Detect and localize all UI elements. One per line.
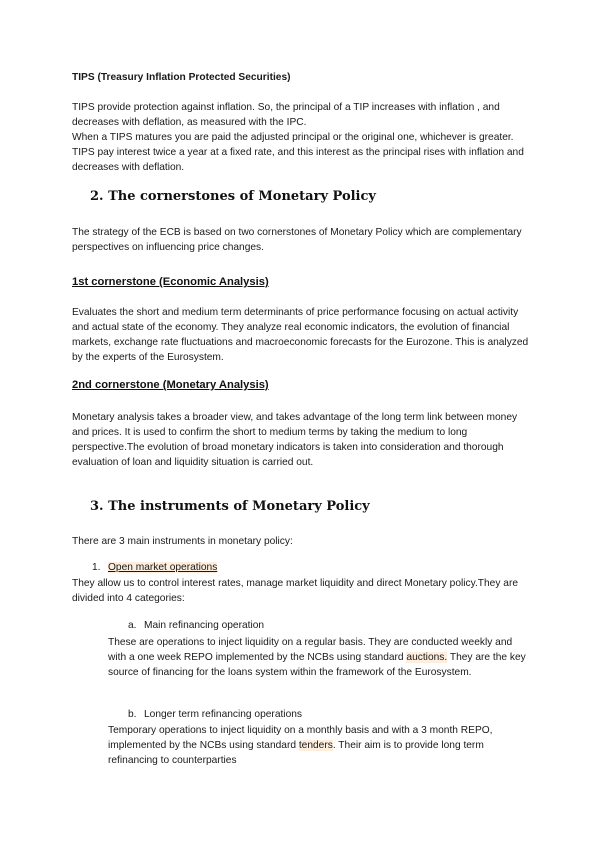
section-3-heading: 3. The instruments of Monetary Policy — [90, 499, 370, 514]
sub-item-a-body-after: They are the key source of financing for the loans system within the framework of the Eurosystem. — [108, 652, 526, 678]
sub-item-b-body-before: Temporary operations to inject liquidity on a monthly basis and with a 3 month REPO, implemented by the NCBs using standard — [108, 725, 493, 751]
second-cornerstone-heading: 2nd cornerstone (Monetary Analysis) — [72, 379, 269, 391]
sub-item-b-highlight: tenders — [298, 740, 333, 751]
list-item-1-label: Open market operations — [108, 562, 218, 573]
list-item-1-body: They allow us to control interest rates, manage market liquidity and direct Monetary policy.They are divided into 4 categories: — [72, 578, 519, 604]
tips-paragraph-2: When a TIPS matures you are paid the adjusted principal or the original one, whichever is greater. TIPS pay interest twice a year at a fixed rate, and this interest as the principal rises with inflation and decreases with deflation. — [72, 132, 524, 173]
sub-item-a-body-before: These are operations to inject liquidity on a regular basis. They are conducted weekly and with a one week REPO implemented by the NCBs using standard — [108, 637, 513, 663]
section-3-intro: There are 3 main instruments in monetary policy: — [72, 536, 293, 547]
tips-title: TIPS (Treasury Inflation Protected Securities) — [72, 72, 291, 83]
first-cornerstone-body: Evaluates the short and medium term determinants of price performance focusing on actual activity and actual state of the economy. They analyze real economic indicators, the evolution of financial markets, exchange rate fluctuations and macroeconomic forecasts for the Eurozone. This is analyzed by the experts of the Eurosystem. — [72, 307, 529, 363]
sub-item-b-body — [108, 723, 528, 768]
sub-item-a-title: Main refinancing operation — [144, 620, 265, 631]
sub-item-a-highlight: auctions. — [406, 652, 448, 663]
sub-item-a-marker: a. — [128, 620, 137, 631]
sub-item-b-body-after: . Their aim is to provide long term refinancing to counterparties — [108, 740, 484, 766]
section-2-intro: The strategy of the ECB is based on two cornerstones of Monetary Policy which are complementary perspectives on influencing price changes. — [72, 227, 522, 253]
section-2-heading: 2. The cornerstones of Monetary Policy — [90, 189, 376, 204]
sub-item-b-title: Longer term refinancing operations — [144, 709, 303, 720]
second-cornerstone-body: Monetary analysis takes a broader view, and takes advantage of the long term link between money and prices. It is used to confirm the short to medium terms by taking the medium to long perspective.The evolution of broad monetary indicators is taken into consideration and thorough evaluation of loan and liquidity situation is carried out. — [72, 412, 518, 468]
sub-item-a-body — [108, 635, 528, 680]
list-item-1-number: 1. — [92, 562, 101, 573]
sub-item-b-marker: b. — [128, 709, 137, 720]
first-cornerstone-heading: 1st cornerstone (Economic Analysis) — [72, 276, 269, 288]
tips-paragraph-1: TIPS provide protection against inflation. So, the principal of a TIP increases with inflation , and decreases with deflation, as measured with the IPC. — [72, 102, 500, 128]
